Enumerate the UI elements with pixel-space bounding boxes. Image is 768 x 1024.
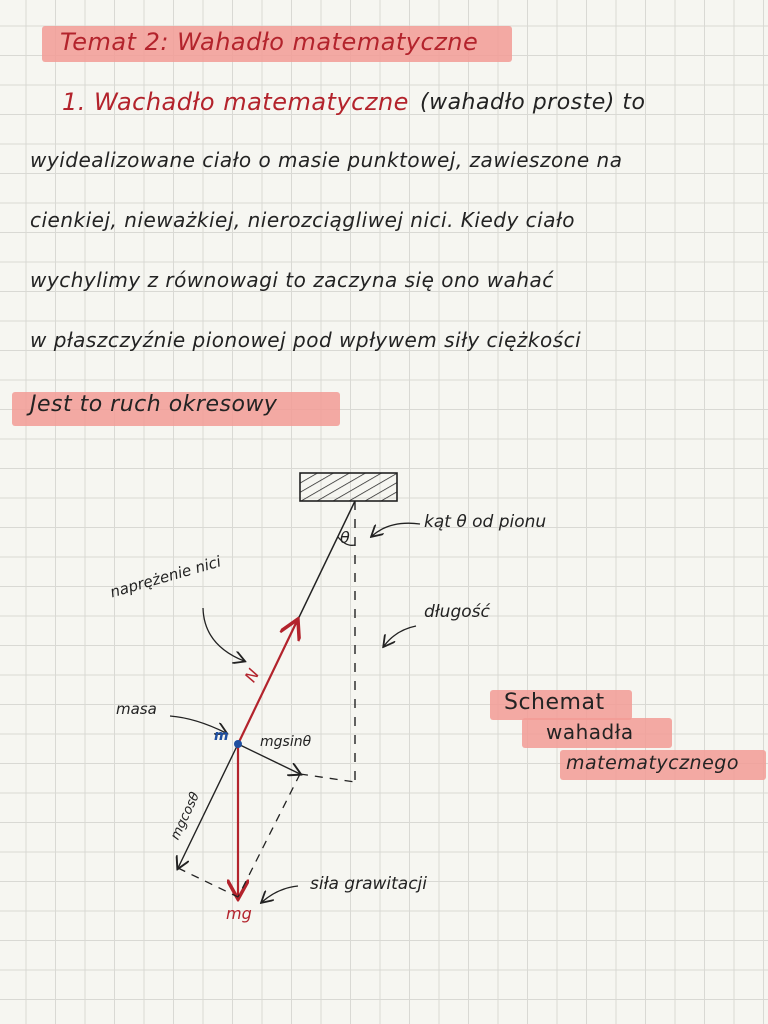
ceiling-support (300, 473, 397, 501)
text-line-5: w płaszczyźnie pionowej pod wpływem siły ciężkości (30, 328, 582, 352)
construction-line-1 (238, 774, 300, 897)
caption-line-1: Schemat (504, 690, 605, 715)
mg-label: mg (226, 904, 252, 923)
length-label: długość (424, 602, 490, 622)
text-line-4: wychylimy z równowagi to zaczyna się ono wahać (30, 268, 554, 292)
text-line-3: cienkiej, nieważkiej, nierozciągliwej nici. Kiedy ciało (30, 208, 575, 232)
mgcos-label: mgcosθ (168, 790, 204, 843)
theta-label: θ (340, 528, 350, 547)
length-pointer (384, 626, 416, 646)
tension-label: naprężenie nici (108, 552, 224, 602)
tension-vector (238, 621, 297, 744)
mass-point (234, 740, 242, 748)
tension-pointer (203, 608, 244, 661)
construction-line-3 (300, 774, 355, 782)
mass-label: masa (116, 700, 157, 718)
page-title: Temat 2: Wahadło matematyczne (60, 28, 479, 56)
text-line-2: wyidealizowane ciało o masie punktowej, zawieszone na (30, 148, 623, 172)
m-label: m (214, 728, 229, 744)
gravity-label: siła grawitacji (310, 874, 427, 894)
angle-label: kąt θ od pionu (424, 512, 547, 532)
construction-line-2 (178, 868, 238, 897)
summary-text: Jest to ruch okresowy (30, 392, 278, 417)
angle-pointer (372, 523, 420, 536)
text-line-1: (wahadło proste) to (420, 90, 646, 115)
gravity-pointer (262, 886, 298, 902)
n-label: N (240, 665, 264, 686)
caption-line-3: matematycznego (566, 752, 739, 774)
caption-line-2: wahadła (546, 720, 634, 744)
mgsin-label: mgsinθ (260, 734, 312, 750)
section-heading: 1. Wachadło matematyczne (62, 88, 409, 116)
